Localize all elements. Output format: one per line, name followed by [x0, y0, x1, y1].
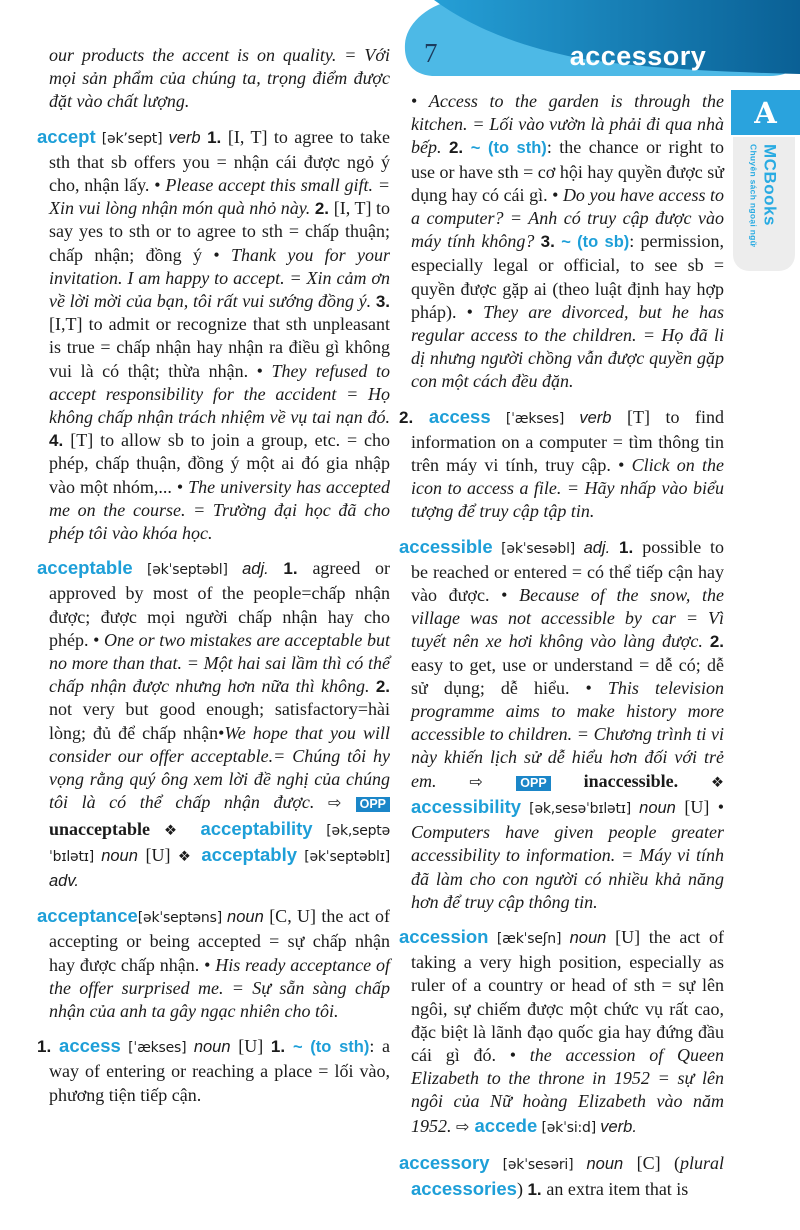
example-text: The university has accepted me on the course. = Trường đại học đã cho phép tôi vào khóa học. [49, 476, 390, 544]
definition-text: [U] [145, 844, 178, 865]
phonetic: [ək’sept] [95, 130, 169, 147]
sense-number: 1. [619, 537, 643, 557]
definition-text: [I,T] to admit or recognize that sth unpleasant is true = chấp nhận hay nhận ra điều gì không vui là có thật; thừa nhận. • [49, 314, 390, 381]
phonetic: [əkˈseptəns] [137, 910, 228, 927]
phonetic: [ækˈseʃn] [488, 930, 570, 947]
part-of-speech: noun [586, 1154, 637, 1173]
section-letter: A [754, 95, 777, 130]
guide-word: accessory [569, 41, 707, 71]
sense-number: 1. [527, 1179, 547, 1199]
definition-text: [C, U] the act of accepting or being accepted = sự chấp nhận hay được chấp nhận. • [49, 906, 390, 975]
sense-number: 1. [207, 127, 228, 147]
part-of-speech: adj. [242, 560, 284, 579]
part-of-speech: noun [227, 908, 270, 927]
cross-reference-arrow-icon: ⇨ [456, 1116, 475, 1136]
opposite-badge: OPP [516, 776, 550, 791]
example-text: This television programme aims to make history more accessible to children. = Chương trình ti vi này khiến lịch sử dễ hiểu hơn đối với trẻ em. [411, 677, 724, 791]
part-of-speech: verb [168, 128, 208, 147]
brand-tab [733, 137, 795, 271]
phonetic: [ək,septəˈbɪlətɪ] [49, 822, 390, 865]
phonetic: [əkˈsesəbl] [492, 540, 584, 557]
definition-text: : the chance or right to use or have sth = cơ hội hay quyền được sử dụng hay có cái gì. • [411, 137, 724, 205]
part-of-speech: noun [569, 928, 616, 947]
brand-logo: MCBooks [760, 144, 780, 226]
collocation: ~ (to sb) [561, 233, 630, 252]
opposite-badge: OPP [356, 797, 390, 812]
part-of-speech: noun [639, 798, 685, 817]
entry-paragraph [399, 925, 724, 1140]
definition-text: easy to get, use or understand = dễ có; dễ sử dụng; dễ hiểu. • [411, 654, 724, 698]
example-text: Click on the icon to access a file. = Hãy nhấp vào biểu tượng để truy cập tập tin. [411, 455, 724, 522]
headword: accessible [399, 535, 493, 557]
headword: accession [399, 925, 489, 947]
headword: access [59, 1035, 121, 1057]
example-text: Because of the snow, the village was not accessible by car = Vì tuyết nên xe hơi không vào làng được. [411, 585, 724, 652]
example-text: Computers have given people greater accessibility to information. = Máy vi tính đã làm cho con người có nhiều khả năng hơn để truy cập thông tin. [411, 822, 724, 912]
definition-text: : permission, especially legal or official, to see sb = quyền được gặp ai (theo luật định hay hợp pháp). • [411, 231, 725, 322]
section-letter-tab [731, 90, 800, 135]
entry-paragraph [37, 44, 390, 114]
entry-paragraph [399, 405, 724, 524]
sense-number: 2. [709, 632, 724, 652]
headword: access [428, 405, 491, 427]
example-text: Access to the garden is through the kitchen. = Lối vào vườn là phải đi qua nhà bếp. [411, 91, 724, 158]
entry-paragraph [37, 904, 390, 1023]
phonetic: [əkˈseptəblɪ] [297, 848, 390, 865]
sense-number: 2. [448, 138, 471, 158]
entry-paragraph [37, 556, 390, 893]
example-text: the accession of Queen Elizabeth to the throne in 1952 = sự lên ngôi của Nữ hoàng Elizabeth vào năm 1952. [411, 1044, 724, 1136]
example-text: They refused to accept responsibility for the accident = Họ không chấp nhận trách nhiệm về vụ tai nạn đó. [49, 360, 391, 428]
definition-text: [C] ( [636, 1152, 680, 1173]
part-of-speech: noun [193, 1038, 239, 1057]
example-text: One or two mistakes are acceptable but no more than that. = Một hai sai lầm thì có thể chấp nhận được nhưng hơn nữa thì không. [49, 629, 390, 697]
phonetic: [əkˈsi:d] [537, 1119, 601, 1136]
collocation: ~ (to sth) [292, 1038, 370, 1057]
sense-number: 2. [314, 199, 334, 219]
derivative-marker-icon: ❖ [163, 822, 201, 839]
part-of-speech: adj. [583, 538, 620, 557]
definition-text: an extra item that is [546, 1178, 689, 1199]
sense-number: 2. [399, 407, 429, 427]
example-text: We hope that you will consider our offer acceptable.= Chúng tôi hy vọng rằng quý ông xem lời đề nghị của chúng tôi là có thể chấp nhận được. [49, 722, 390, 813]
right-column [399, 90, 724, 1212]
example-text: His ready acceptance of the offer surprised me. = Sự sẵn sàng chấp nhận của anh ta gây ngạc nhiên cho tôi. [49, 954, 390, 1021]
headword: acceptably [201, 843, 298, 865]
part-of-speech: adv. [49, 871, 79, 890]
headword: accessory [399, 1151, 490, 1173]
headword: accessories [411, 1177, 517, 1199]
definition-text: ) [516, 1178, 528, 1199]
part-of-speech: verb. [600, 1117, 637, 1136]
example-text: Please accept this small gift. = Xin vui lòng nhận món quà nhỏ này. [49, 175, 390, 219]
phonetic: [ˈækses] [120, 1040, 194, 1057]
sense-number: 3. [375, 292, 390, 312]
sense-number: 2. [375, 677, 390, 697]
cross-reference-arrow-icon: ⇨ [328, 793, 356, 813]
phonetic: [ˈækses] [490, 410, 580, 427]
part-of-speech: verb [579, 408, 628, 427]
definition-text: [T] to find information on a computer = tìm thông tin trên máy vi tính, truy cập. • [411, 406, 725, 476]
example-text: Do you have access to a computer? = Anh có truy cập được vào máy tính không? [411, 184, 724, 252]
entry-paragraph [399, 90, 724, 394]
left-column [37, 44, 390, 1118]
derivative-marker-icon: ❖ [710, 774, 724, 791]
sense-number: 3. [540, 232, 562, 252]
headword: acceptable [37, 557, 133, 579]
entry-paragraph [37, 1034, 390, 1107]
example-text: They are divorced, but he has regular access to the children. = Họ đã li dị nhưng người chồng vẫn được quyền gặp con một cách đều đặn. [411, 301, 724, 392]
headword: accessibility [411, 795, 522, 817]
definition-text: [U] [238, 1036, 271, 1057]
sense-number: 1. [37, 1037, 60, 1057]
collocation: ~ (to sth) [470, 139, 547, 158]
example-text: plural [679, 1152, 724, 1173]
definition-text: agreed or approved by most of the people=chấp nhận được; được mọi người chấp nhận hay cho phép. • [49, 558, 390, 650]
phonetic: [ək,sesəˈbɪlətɪ] [521, 800, 640, 817]
sense-number: 1. [270, 1037, 293, 1057]
definition-text: [I, T] to say yes to sth or to agree to sth = chấp thuận; chấp nhận; đồng ý • [49, 198, 391, 265]
sense-number: 4. [49, 431, 71, 451]
phonetic: [əkˈsesəri] [489, 1156, 587, 1173]
headword: acceptability [200, 817, 313, 839]
opposite-word: inaccessible. [550, 770, 711, 791]
cross-reference-arrow-icon: ⇨ [469, 771, 517, 791]
entry-paragraph [399, 535, 724, 914]
definition-text: [U] • [684, 796, 724, 817]
example-text: Thank you for your invitation. I am happy to accept. = Xin cảm ơn về lời mời của bạn, tôi rất vui sướng đồng ý. [49, 244, 390, 312]
brand-tagline: Chuyên sách ngoại ngữ [748, 144, 759, 248]
definition-text: [I, T] to agree to take sth that sb offers you = nhận cái được ngỏ ý cho, nhận lấy. • [49, 126, 390, 196]
page-number: 7 [424, 38, 438, 68]
definition-text: • [411, 91, 429, 111]
definition-text: not very but good enough; satisfactory=hài lòng; đủ để chấp nhận• [49, 699, 390, 743]
headword: accede [474, 1114, 538, 1136]
headword: accept [37, 125, 96, 147]
entry-paragraph [399, 1151, 724, 1201]
phonetic: [əkˈseptəbl] [132, 562, 243, 579]
entry-paragraph [37, 125, 390, 546]
definition-text: [T] to allow sb to join a group, etc. = cho phép, chấp thuận, đồng ý một ai đó gia nhập vào một nhóm,... • [49, 430, 390, 497]
page-header-banner [398, 0, 800, 80]
sense-number: 1. [283, 559, 313, 579]
part-of-speech: noun [101, 846, 146, 865]
opposite-word: unacceptable [49, 818, 164, 839]
example-text: our products the accent is on quality. = Với mọi sản phẩm của chúng ta, trọng điểm được đặt vào chất lượng. [49, 45, 390, 112]
headword: acceptance [37, 905, 138, 927]
definition-text: [U] the act of taking a very high position, especially as ruler of a country or head of sth = sự lên ngôi, sự chiếm được một chức vụ rất cao, đặc biệt là lãnh đạo quốc gia hay đứng đầu cái gì đó. • [411, 926, 725, 1065]
definition-text: : a way of entering or reaching a place = lối vào, phương tiện tiếp cận. [49, 1036, 390, 1105]
derivative-marker-icon: ❖ [177, 848, 202, 865]
definition-text: possible to be reached or entered = có thể tiếp cận hay vào được. • [411, 536, 724, 606]
